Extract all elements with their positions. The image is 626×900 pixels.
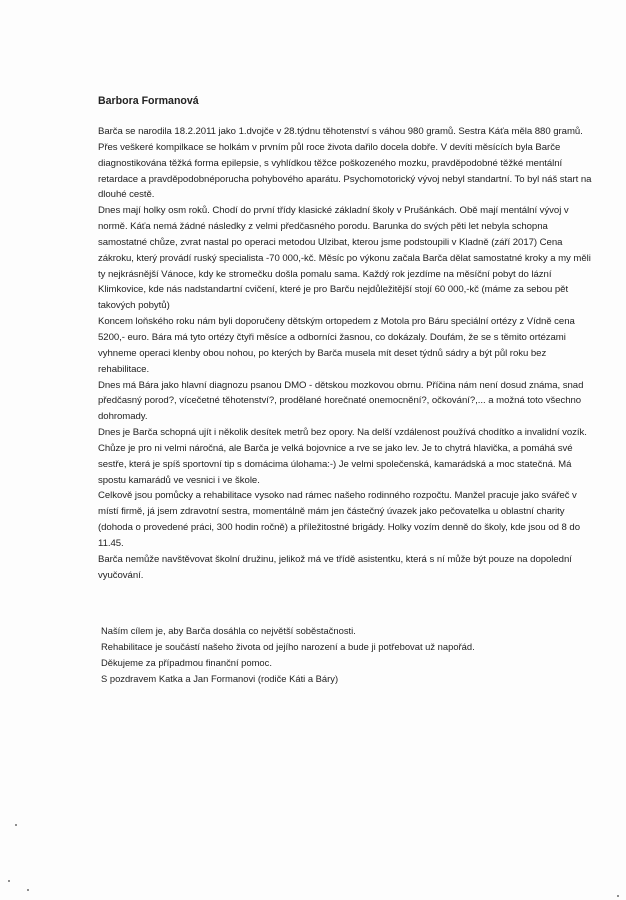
paragraph-diagnosis: Přes veškeré kompilkace se holkám v prvním půl roce života dařilo docela dobře. V devíti měsících byla Barče diagnostikována těžká forma epilepsie, s vyhlídkou těžce poškozeného mozku, pravděpodobné těžké mentální retardace a pravděpodobnéporucha pohybového aparátu. Psychomotorický vývoj nebyl standartní. To byl náš start na dlouhé cestě.: [98, 141, 592, 201]
paragraph-after-school-club: Barča nemůže navštěvovat školní družinu, jelikož má ve třídě asistentku, která s ní může být pouze na dopolední vyučování.: [98, 553, 572, 581]
closing-rehabilitation-line: Rehabilitace je součástí našeho života od jejího narození a bude ji potřebovat už napořád.: [101, 641, 475, 652]
closing-goal-line: Naším cílem je, aby Barča dosáhla co největší soběstačnosti.: [101, 625, 356, 636]
paragraph-present-state: Dnes mají holky osm roků. Chodí do první třídy klasické základní školy v Prušánkách. Obě mají mentální vývoj v normě. Káťa nemá žádné následky z velmi předčasného porodu. Barunka do svých pěti let nebyla schopna samostatné chůze, zvrat nastal po operaci metodou Ulzibat, kterou jsme podstoupili v Kladně (září 2017) Cena zákroku, který provádí ruský specialista -70 000,-kč. Měsíc po výkonu začala Barča dělat samostatné kroky a my měli ty nejkrásnější Vánoce, kdy ke stromečku došla pomalu sama. Každý rok jezdíme na měsíční pobyt do lázní Klimkovice, kde nás nadstandartní cvičení, které je pro Barču nejdůležitější stojí 60 000,-kč (máme za sebou pět takových pobytů): [98, 205, 591, 312]
closing-thanks-line: Děkujeme za případmou finanční pomoc.: [101, 657, 272, 668]
scan-speck: [15, 824, 17, 826]
paragraph-walking-ability: Dnes je Barča schopná ujít i několik desítek metrů bez opory. Na delší vzdálenost používá chodítko a invalidní vozík. Chůze je pro ni velmi náročná, ale Barča je velká bojovnice a rve se jako lev. Je to chytrá hlavička, a pomáhá své sestře, která je spíš sportovní tip s domácima úlohama:-) Je velmi společenská, kamarádská a moc statečná. Má spostu kamarádů ve vesnici i ve škole.: [98, 427, 587, 486]
paragraph-family-budget: Celkově jsou pomůcky a rehabilitace vysoko nad rámec našeho rodinného rozpočtu. Manžel pracuje jako svářeč v místí firmě, já jsem zdravotní sestra, momentálně mám jen částečný úvazek jako pečovatelka u oblastní charity (dohoda o provedené práci, 300 hodin ročně) a příležitostné brigády. Holky vozím denně do školy, kde jsou od 8 do 11.45.: [98, 490, 580, 549]
letter-closing: [101, 623, 581, 687]
paragraph-main-diagnosis: Dnes má Bára jako hlavní diagnozu psanou DMO - dětskou mozkovou obrnu. Příčina nám není dosud známa, snad předčasný porod?, vícečetné těhotenství?, prodělané horečnaté onemocnění?, očkování?,... a možná toto všechno dohromady.: [98, 379, 584, 423]
scan-speck: [8, 880, 10, 882]
letter-title: Barbora Formanová: [98, 95, 199, 107]
letter-body: [98, 124, 598, 583]
paragraph-orthoses: Koncem loňského roku nám byli doporučeny dětským ortopedem z Motola pro Báru speciální ortézy z Vídně cena 5200,- euro. Bára má tyto ortézy čtyři měsíce a odborníci žasnou, co dokázaly. Doufám, že se s těmito ortézami vyhneme operaci klenby obou nohou, po kterých by Barča musela mít deset týdnů sádry a být půl roku bez rehabilitace.: [98, 316, 575, 375]
scan-speck: [617, 895, 619, 897]
closing-signature-line: S pozdravem Katka a Jan Formanovi (rodiče Káti a Báry): [101, 673, 339, 684]
paragraph-birth: Barča se narodila 18.2.2011 jako 1.dvojče v 28.týdnu těhotenství s váhou 980 gramů. Sestra Káťa měla 880 gramů.: [98, 126, 583, 137]
scan-speck: [27, 889, 29, 891]
